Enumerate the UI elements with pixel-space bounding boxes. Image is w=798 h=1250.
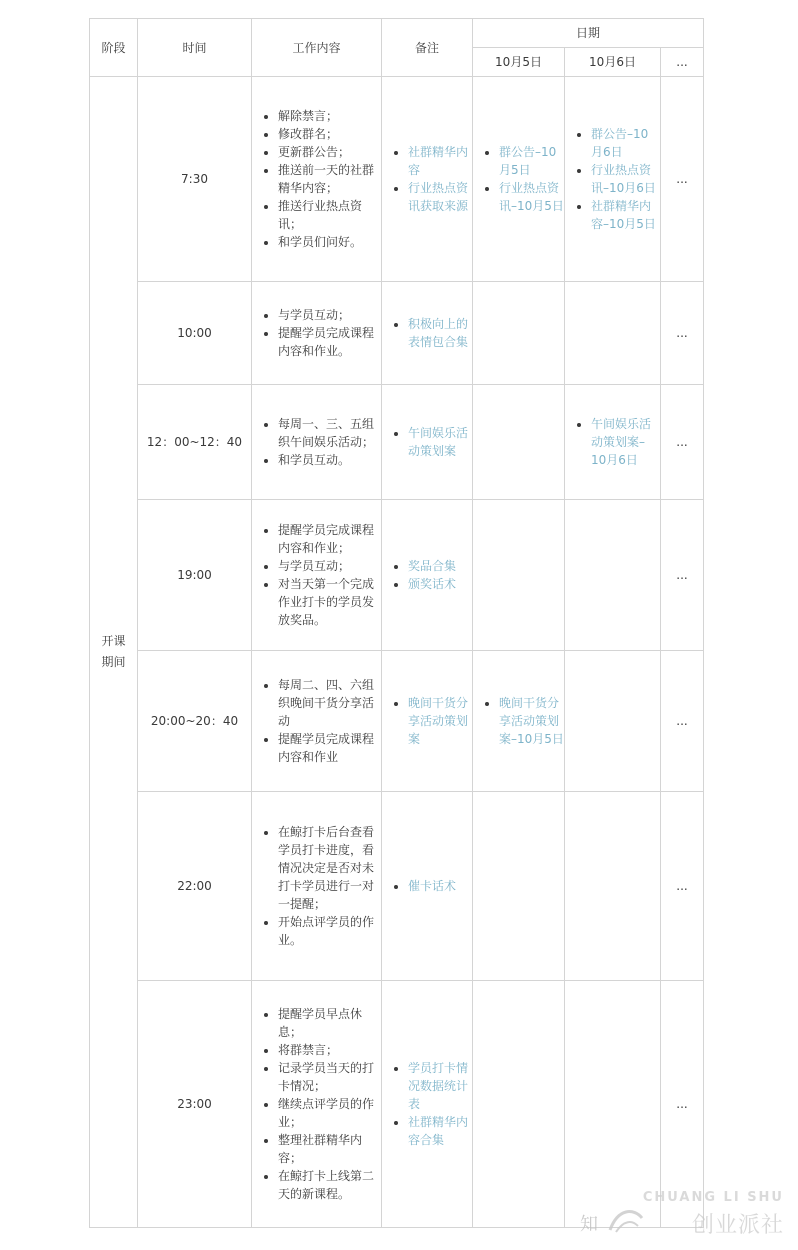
- table-row: [90, 282, 704, 385]
- time-cell: 12：00~12：40: [138, 385, 252, 500]
- list-item: • 继续点评学员的作业；: [278, 1095, 381, 1131]
- link-text[interactable]: 积极向上的表情包合集: [408, 317, 469, 349]
- table-row: [90, 500, 704, 651]
- day1-cell: [473, 500, 565, 651]
- list-item[interactable]: [591, 161, 660, 197]
- list-item: • 与学员互动；: [278, 557, 381, 575]
- watermark-main-text: 创业派社: [691, 1213, 784, 1238]
- note-cell: [382, 651, 473, 792]
- work-cell: [252, 792, 382, 981]
- list-item: • 每周二、四、六组织晚间干货分享活动: [278, 676, 381, 730]
- link-text[interactable]: 群公告–10月6日: [591, 127, 649, 159]
- note-cell: [382, 282, 473, 385]
- link-text[interactable]: 群公告–10月5日: [499, 145, 557, 177]
- list-item: • 在鲸打卡上线第二天的新课程。: [278, 1167, 381, 1203]
- header-note: 备注: [382, 19, 473, 77]
- list-item: • 提醒学员完成课程内容和作业: [278, 730, 381, 766]
- work-cell-list: [252, 676, 381, 766]
- time-cell: 20:00~20：40: [138, 651, 252, 792]
- list-item: • 提醒学员完成课程内容和作业。: [278, 324, 381, 360]
- header-more: ...: [661, 48, 704, 77]
- link-text[interactable]: 催卡话术: [408, 879, 457, 893]
- link-text[interactable]: 学员打卡情况数据统计表: [408, 1061, 469, 1111]
- link-text[interactable]: 午间娱乐活动策划案: [408, 426, 469, 458]
- day2-cell-list: [565, 125, 660, 233]
- header-day1: 10月5日: [473, 48, 565, 77]
- list-item[interactable]: [408, 877, 472, 895]
- more-cell: ...: [661, 77, 704, 282]
- note-cell-list: [382, 315, 472, 351]
- work-cell-list: [252, 107, 381, 251]
- table-row: [90, 651, 704, 792]
- time-cell: 22:00: [138, 792, 252, 981]
- day2-cell: [565, 651, 661, 792]
- list-item[interactable]: [408, 575, 472, 593]
- work-cell-list: [252, 521, 381, 629]
- day1-cell-list: [473, 694, 564, 748]
- day2-cell: [565, 500, 661, 651]
- note-cell: [382, 500, 473, 651]
- link-text[interactable]: 奖品合集: [408, 559, 457, 573]
- list-item: • 和学员互动。: [278, 451, 381, 469]
- note-cell-list: [382, 877, 472, 895]
- day1-cell: [473, 981, 565, 1228]
- day2-cell: [565, 282, 661, 385]
- table-row: [90, 385, 704, 500]
- list-item: • 记录学员当天的打卡情况；: [278, 1059, 381, 1095]
- work-cell: [252, 651, 382, 792]
- more-cell: ...: [661, 981, 704, 1228]
- note-cell: [382, 981, 473, 1228]
- more-cell: ...: [661, 651, 704, 792]
- header-work: 工作内容: [252, 19, 382, 77]
- list-item[interactable]: [499, 143, 564, 179]
- more-cell: ...: [661, 792, 704, 981]
- note-cell-list: [382, 143, 472, 215]
- list-item: • 修改群名；: [278, 125, 381, 143]
- work-cell-list: [252, 306, 381, 360]
- list-item: • 解除禁言；: [278, 107, 381, 125]
- list-item: • 开始点评学员的作业。: [278, 913, 381, 949]
- link-text[interactable]: 颁奖话术: [408, 577, 457, 591]
- day1-cell-list: [473, 143, 564, 215]
- list-item: • 将群禁言；: [278, 1041, 381, 1059]
- time-cell: 10:00: [138, 282, 252, 385]
- time-cell: 23:00: [138, 981, 252, 1228]
- list-item[interactable]: [591, 125, 660, 161]
- list-item[interactable]: [408, 1059, 472, 1113]
- link-text[interactable]: 社群精华内容: [408, 145, 469, 177]
- link-text[interactable]: 午间娱乐活动策划案–10月6日: [591, 417, 652, 467]
- work-cell: [252, 77, 382, 282]
- day1-cell: [473, 77, 565, 282]
- list-item: • 每周一、三、五组织午间娱乐活动；: [278, 415, 381, 451]
- list-item: • 提醒学员早点休息；: [278, 1005, 381, 1041]
- more-cell: ...: [661, 500, 704, 651]
- note-cell: [382, 792, 473, 981]
- watermark-logo-icon: [606, 1204, 646, 1238]
- list-item[interactable]: [408, 315, 472, 351]
- note-cell-list: [382, 424, 472, 460]
- list-item[interactable]: [591, 197, 660, 233]
- work-cell: [252, 981, 382, 1228]
- list-item: • 与学员互动；: [278, 306, 381, 324]
- note-cell: [382, 385, 473, 500]
- list-item: • 和学员们问好。: [278, 233, 381, 251]
- work-cell-list: [252, 1005, 381, 1203]
- list-item[interactable]: [408, 179, 472, 215]
- schedule-body: [90, 77, 704, 1228]
- day1-cell: [473, 792, 565, 981]
- list-item[interactable]: [408, 143, 472, 179]
- day2-cell: [565, 77, 661, 282]
- note-cell: [382, 77, 473, 282]
- day1-cell: [473, 651, 565, 792]
- link-text[interactable]: 晚间干货分享活动策划案: [408, 696, 469, 746]
- list-item[interactable]: [408, 1113, 472, 1149]
- header-date: 日期: [473, 19, 704, 48]
- work-cell: [252, 282, 382, 385]
- list-item: • 推送前一天的社群精华内容；: [278, 161, 381, 197]
- link-text[interactable]: 行业热点资讯获取来源: [408, 181, 469, 213]
- day2-cell: [565, 792, 661, 981]
- link-text[interactable]: 行业热点资讯–10月5日: [499, 181, 564, 213]
- day1-cell: [473, 282, 565, 385]
- header-time: 时间: [138, 19, 252, 77]
- list-item[interactable]: [408, 694, 472, 748]
- work-cell: [252, 385, 382, 500]
- note-cell-list: [382, 694, 472, 748]
- day2-cell: [565, 385, 661, 500]
- more-cell: ...: [661, 282, 704, 385]
- more-cell: ...: [661, 385, 704, 500]
- day1-cell: [473, 385, 565, 500]
- list-item[interactable]: [408, 424, 472, 460]
- time-cell: 7:30: [138, 77, 252, 282]
- schedule-table: [89, 18, 704, 1228]
- header-stage: 阶段: [90, 19, 138, 77]
- work-cell: [252, 500, 382, 651]
- list-item: • 推送行业热点资讯；: [278, 197, 381, 233]
- time-cell: 19:00: [138, 500, 252, 651]
- note-cell-list: [382, 557, 472, 593]
- day2-cell-list: [565, 415, 660, 469]
- stage-cell: [90, 77, 138, 1228]
- link-text[interactable]: 社群精华内容–10月5日: [591, 199, 656, 231]
- list-item: • 对当天第一个完成作业打卡的学员发放奖品。: [278, 575, 381, 629]
- watermark-top-text: CHUANG LI SHU: [642, 1190, 784, 1205]
- list-item[interactable]: [591, 415, 660, 469]
- list-item[interactable]: [408, 557, 472, 575]
- watermark-left-text: 知: [580, 1214, 598, 1235]
- list-item[interactable]: [499, 694, 564, 748]
- watermark: [580, 1190, 790, 1242]
- list-item: • 整理社群精华内容；: [278, 1131, 381, 1167]
- table-row: [90, 792, 704, 981]
- note-cell-list: [382, 1059, 472, 1149]
- list-item: • 提醒学员完成课程内容和作业；: [278, 521, 381, 557]
- link-text[interactable]: 晚间干货分享活动策划案–10月5日: [499, 696, 564, 746]
- work-cell-list: [252, 415, 381, 469]
- list-item: • 更新群公告；: [278, 143, 381, 161]
- table-row: [90, 77, 704, 282]
- work-cell-list: [252, 823, 381, 949]
- stage-label: 开课期间: [101, 634, 126, 669]
- header-day2: 10月6日: [565, 48, 661, 77]
- link-text[interactable]: 社群精华内容合集: [408, 1115, 469, 1147]
- list-item: • 在鲸打卡后台查看学员打卡进度，看情况决定是否对未打卡学员进行一对一提醒；: [278, 823, 381, 913]
- link-text[interactable]: 行业热点资讯–10月6日: [591, 163, 656, 195]
- list-item[interactable]: [499, 179, 564, 215]
